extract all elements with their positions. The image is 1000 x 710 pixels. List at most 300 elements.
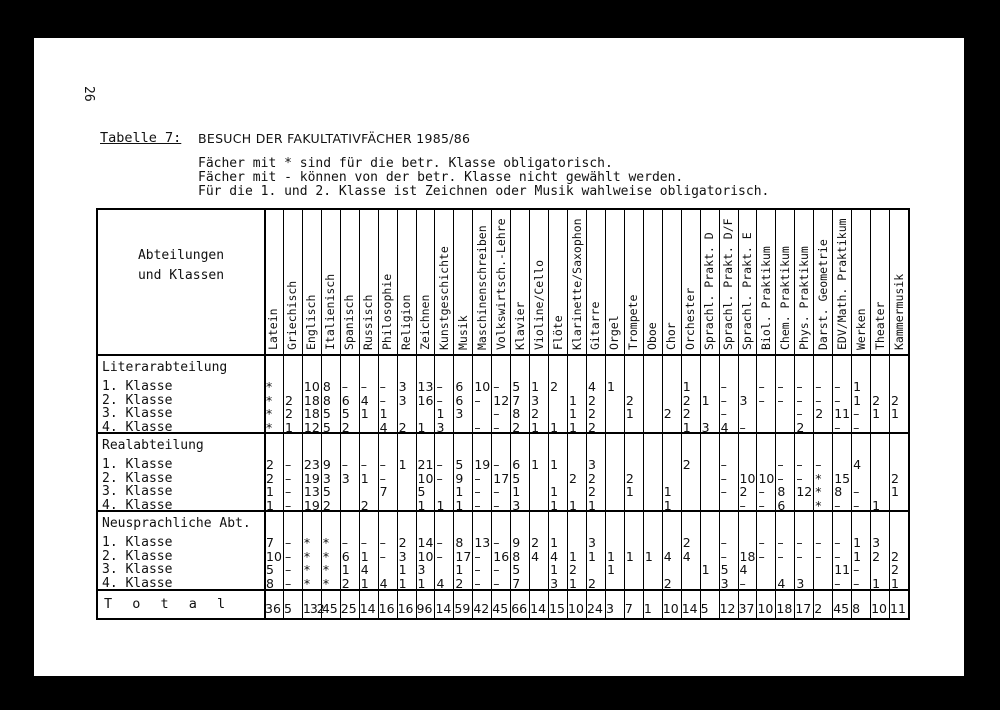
total-cell: 17 <box>795 601 812 616</box>
table-cell: * <box>815 498 822 514</box>
note-not-selectable: Fächer mit - können von der betr. Klasse nicht gewählt werden. <box>198 170 684 185</box>
table-cell: 3 <box>531 392 540 408</box>
column-header: Sprachl. Prakt. D/F <box>721 218 736 350</box>
table-cell: – <box>341 535 348 550</box>
table-cell: – <box>853 420 860 436</box>
table-cell: 5 <box>512 470 521 486</box>
table-cell: – <box>493 535 500 550</box>
column-divider <box>851 210 852 618</box>
table-cell: 2 <box>739 484 748 500</box>
table-cell: – <box>796 379 803 394</box>
note-drawing-music: Für die 1. und 2. Klasse ist Zeichnen oder Musik wahlweise obligatorisch. <box>198 184 770 199</box>
header-divider <box>98 354 908 356</box>
row-label: 4. Klasse <box>102 576 173 592</box>
table-cell: 2 <box>398 535 407 550</box>
table-cell: – <box>834 576 841 592</box>
total-cell: 2 <box>814 601 823 616</box>
table-cell: – <box>379 392 386 408</box>
table-cell: – <box>739 498 746 514</box>
table-cell: 3 <box>872 535 881 550</box>
table-cell: 1 <box>550 535 559 550</box>
table-cell: – <box>834 535 841 550</box>
column-divider <box>491 210 492 618</box>
table-cell: * <box>303 562 311 578</box>
table-cell: 10 <box>758 470 775 486</box>
table-cell: * <box>266 392 273 408</box>
table-cell: – <box>284 498 292 514</box>
column-divider <box>397 210 398 618</box>
table-cell: 13 <box>474 535 491 550</box>
table-cell: 10 <box>739 470 756 486</box>
table-cell: * <box>266 379 273 394</box>
table-cell: 1 <box>701 392 710 408</box>
table-cell: 1 <box>531 420 540 436</box>
table-cell: 1 <box>550 420 559 436</box>
table-cell: – <box>739 420 746 436</box>
total-cell: 10 <box>662 601 679 616</box>
table-cell: 1 <box>455 484 464 500</box>
table-cell: – <box>720 406 727 422</box>
table-cell: 5 <box>322 484 331 500</box>
column-header: Russisch <box>361 294 376 350</box>
table-cell: – <box>341 379 348 394</box>
table-cell: 2 <box>891 548 899 564</box>
table-cell: 9 <box>322 457 331 472</box>
table-cell: 18 <box>739 548 756 564</box>
table-cell: 17 <box>493 470 510 486</box>
table-cell: 1 <box>682 379 691 394</box>
table-cell: 1 <box>531 379 540 394</box>
table-cell: 1 <box>455 562 464 578</box>
column-header: Trompete <box>626 294 641 350</box>
table-cell: 19 <box>303 470 320 486</box>
table-cell: – <box>796 548 803 564</box>
table-cell: – <box>853 484 860 500</box>
column-divider <box>643 210 644 618</box>
table-cell: 1 <box>588 498 596 514</box>
table-cell: 1 <box>853 535 862 550</box>
table-cell: – <box>284 457 292 472</box>
column-divider <box>662 210 663 618</box>
table-cell: 8 <box>322 379 331 394</box>
table-cell: * <box>303 576 311 592</box>
total-cell: 12 <box>719 601 736 616</box>
table-cell: 4 <box>531 548 540 564</box>
table-cell: 4 <box>682 548 691 564</box>
table-cell: – <box>379 457 386 472</box>
table-cell: 5 <box>322 406 331 422</box>
column-divider <box>624 210 625 618</box>
table-cell: 2 <box>588 470 596 486</box>
total-cell: 10 <box>757 601 774 616</box>
table-cell: 5 <box>512 379 521 394</box>
total-cell: 66 <box>511 601 528 616</box>
table-cell: – <box>777 457 784 472</box>
column-header: Darst. Geometrie <box>815 239 830 350</box>
total-cell: 8 <box>852 601 861 616</box>
table-cell: 3 <box>436 420 445 436</box>
table-cell: – <box>834 379 841 394</box>
column-header: Philosophie <box>380 273 395 350</box>
total-cell: 45 <box>492 601 509 616</box>
table-caption-label: Tabelle 7: <box>100 130 182 146</box>
row-label: 4. Klasse <box>102 498 173 514</box>
table-cell: 3 <box>417 562 426 578</box>
column-divider <box>756 210 757 618</box>
table-cell: 1 <box>569 576 577 592</box>
table-cell: – <box>758 484 765 500</box>
column-header: Volkswirtsch.-Lehre <box>493 218 508 350</box>
table-cell: 5 <box>720 562 729 578</box>
table-cell: – <box>493 457 500 472</box>
column-header: Maschinenschreiben <box>474 225 489 350</box>
table-cell: – <box>758 379 765 394</box>
table-cell: – <box>777 379 784 394</box>
table-cell: 12 <box>796 484 813 500</box>
column-divider <box>378 210 379 618</box>
table-cell: 4 <box>379 420 388 436</box>
table-cell: * <box>322 562 330 578</box>
column-header: Violine/Cello <box>531 259 546 350</box>
table-cell: 1 <box>872 498 881 514</box>
table-cell: 1 <box>625 548 634 564</box>
table-cell: 3 <box>341 470 350 486</box>
table-cell: 2 <box>625 392 634 408</box>
table-cell: 1 <box>853 379 862 394</box>
total-cell: 14 <box>681 601 698 616</box>
section-title: Realabteilung <box>102 438 204 453</box>
table-cell: – <box>796 406 803 422</box>
table-cell: 3 <box>398 548 407 564</box>
table-cell: – <box>720 484 727 500</box>
table-cell: 16 <box>493 548 510 564</box>
table-cell: 1 <box>569 420 577 436</box>
column-divider <box>794 210 795 618</box>
table-cell: 1 <box>853 548 862 564</box>
table-cell: – <box>493 562 500 578</box>
table-cell: 4 <box>720 420 729 436</box>
table-cell: – <box>474 484 481 500</box>
column-header: Spanisch <box>342 294 357 350</box>
table-cell: * <box>322 535 330 550</box>
column-header: Religion <box>399 294 414 350</box>
total-cell: 16 <box>378 601 395 616</box>
table-cell: 1 <box>436 498 445 514</box>
table-cell: – <box>834 420 841 436</box>
table-cell: – <box>379 470 386 486</box>
page-number: 26 <box>81 86 96 102</box>
column-divider <box>283 210 284 618</box>
column-header: Zeichnen <box>418 294 432 350</box>
document-page <box>34 38 964 676</box>
table-cell: – <box>474 420 481 436</box>
table-cell: 2 <box>682 406 691 422</box>
table-cell: * <box>303 535 311 550</box>
table-cell: 1 <box>550 562 559 578</box>
table-cell: 4 <box>379 576 388 592</box>
table-cell: 6 <box>341 548 350 564</box>
table-cell: – <box>474 470 481 486</box>
table-cell: 2 <box>569 470 577 486</box>
table-cell: – <box>720 535 727 550</box>
table-cell: 15 <box>834 470 851 486</box>
table-cell: 1 <box>512 484 521 500</box>
table-cell: 3 <box>398 392 407 408</box>
table-cell: 10 <box>474 379 491 394</box>
table-cell: – <box>284 548 292 564</box>
table-cell: – <box>758 548 765 564</box>
table-cell: 2 <box>663 406 672 422</box>
table-cell: 2 <box>455 576 464 592</box>
table-cell: – <box>739 576 746 592</box>
table-cell: 1 <box>701 562 710 578</box>
total-cell: 45 <box>833 601 850 616</box>
table-cell: 2 <box>531 535 540 550</box>
column-header: Klavier <box>512 301 527 350</box>
table-cell: 2 <box>682 535 691 550</box>
table-cell: – <box>474 576 481 592</box>
table-cell: 5 <box>455 457 464 472</box>
table-cell: 2 <box>891 470 899 486</box>
table-cell: 4 <box>853 457 862 472</box>
row-label: 3. Klasse <box>102 484 173 500</box>
table-cell: – <box>360 379 367 394</box>
table-cell: 2 <box>872 548 881 564</box>
column-divider <box>586 210 587 618</box>
table-cell: – <box>436 457 443 472</box>
table-cell: – <box>796 470 803 486</box>
section-title: Literarabteilung <box>102 360 228 375</box>
table-cell: 9 <box>512 535 521 550</box>
column-header: Orchester <box>683 287 698 350</box>
column-divider <box>529 210 530 618</box>
table-cell: 4 <box>360 562 369 578</box>
table-cell: – <box>758 498 765 514</box>
column-divider <box>775 210 776 618</box>
table-cell: 1 <box>569 548 577 564</box>
row-label: 2. Klasse <box>102 548 173 564</box>
total-cell: 37 <box>738 601 755 616</box>
column-divider <box>434 210 435 618</box>
table-cell: 5 <box>341 406 350 422</box>
table-cell: 8 <box>777 484 786 500</box>
column-header: Orgel <box>607 315 622 350</box>
column-header: Englisch <box>304 294 319 350</box>
table-cell: 7 <box>512 392 521 408</box>
table-cell: – <box>379 548 386 564</box>
column-header: Gitarre <box>588 301 603 350</box>
total-cell: 14 <box>359 601 376 616</box>
table-cell: 1 <box>379 406 388 422</box>
total-cell: 15 <box>549 601 566 616</box>
table-cell: 8 <box>455 535 464 550</box>
table-cell: 6 <box>341 392 350 408</box>
table-cell: 13 <box>417 379 434 394</box>
total-cell: 14 <box>435 601 452 616</box>
table-cell: 2 <box>796 420 805 436</box>
table-cell: 1 <box>550 457 559 472</box>
table-cell: 2 <box>550 379 559 394</box>
column-divider <box>472 210 473 618</box>
table-cell: 2 <box>815 406 824 422</box>
table-cell: 1 <box>398 562 407 578</box>
column-header: Sprachl. Prakt. E <box>740 232 754 350</box>
total-cell: 5 <box>700 601 709 616</box>
table-cell: 1 <box>569 498 577 514</box>
table-cell: 6 <box>455 392 464 408</box>
table-cell: – <box>284 484 292 500</box>
table-cell: 4 <box>739 562 748 578</box>
table-cell: 8 <box>322 392 331 408</box>
table-cell: 3 <box>512 498 521 514</box>
table-cell: 17 <box>455 548 472 564</box>
table-cell: * <box>266 406 273 422</box>
table-cell: – <box>720 392 727 408</box>
table-cell: – <box>720 379 727 394</box>
table-cell: 2 <box>891 562 899 578</box>
table-cell: 8 <box>512 406 521 422</box>
table-cell: 3 <box>398 379 407 394</box>
table-cell: 1 <box>853 392 862 408</box>
table-cell: – <box>853 498 860 514</box>
table-cell: 3 <box>720 576 729 592</box>
table-cell: 18 <box>303 406 320 422</box>
table-cell: 1 <box>360 548 369 564</box>
table-cell: – <box>777 470 784 486</box>
table-cell: 11 <box>834 562 851 578</box>
table-cell: 2 <box>588 406 596 422</box>
total-cell: 11 <box>890 601 906 616</box>
table-cell: – <box>853 406 860 422</box>
table-cell: – <box>834 498 841 514</box>
column-header: Theater <box>872 301 887 350</box>
table-cell: 2 <box>360 498 369 514</box>
table-cell: 1 <box>284 420 293 436</box>
table-cell: 2 <box>266 457 274 472</box>
table-cell: 1 <box>663 498 672 514</box>
table-cell: 1 <box>569 392 577 408</box>
column-divider <box>738 210 739 618</box>
column-divider <box>681 210 682 618</box>
total-label: T o t a l <box>104 596 232 612</box>
table-cell: 5 <box>512 562 521 578</box>
table-cell: – <box>720 548 727 564</box>
column-divider <box>719 210 720 618</box>
column-header: Latein <box>266 308 281 350</box>
column-divider <box>700 210 701 618</box>
table-cell: 2 <box>625 470 634 486</box>
table-cell: 1 <box>663 484 672 500</box>
table-cell: 3 <box>455 406 464 422</box>
table-cell: 10 <box>266 548 282 564</box>
table-cell: 8 <box>512 548 521 564</box>
table-cell: – <box>436 470 443 486</box>
total-cell: 7 <box>624 601 633 616</box>
row-label: 1. Klasse <box>102 379 173 394</box>
table-cell: 19 <box>474 457 491 472</box>
table-cell: – <box>493 498 500 514</box>
total-cell: 59 <box>454 601 471 616</box>
table-cell: 2 <box>284 406 293 422</box>
table-cell: 19 <box>303 498 320 514</box>
table-cell: 5 <box>322 420 331 436</box>
header-left-line1: Abteilungen <box>137 248 225 263</box>
table-cell: 7 <box>512 576 521 592</box>
row-label: 1. Klasse <box>102 535 173 550</box>
table-cell: 2 <box>266 470 274 486</box>
attendance-table <box>96 208 910 620</box>
row-label: 4. Klasse <box>102 420 173 436</box>
table-cell: 2 <box>341 576 350 592</box>
table-cell: 6 <box>777 498 786 514</box>
table-cell: 4 <box>360 392 369 408</box>
table-cell: 1 <box>550 498 559 514</box>
table-cell: 9 <box>455 470 464 486</box>
total-cell: 1 <box>643 601 652 616</box>
table-cell: – <box>796 535 803 550</box>
total-cell: 18 <box>776 601 793 616</box>
column-divider <box>359 210 360 618</box>
table-cell: – <box>493 576 500 592</box>
table-cell: – <box>360 535 367 550</box>
table-cell: 2 <box>891 392 899 408</box>
table-cell: 12 <box>493 392 510 408</box>
table-cell: * <box>815 470 822 486</box>
table-cell: 16 <box>417 392 434 408</box>
row-label: 3. Klasse <box>102 406 173 422</box>
table-cell: 2 <box>531 406 540 422</box>
column-divider <box>832 210 833 618</box>
table-cell: – <box>436 548 443 564</box>
table-cell: * <box>322 576 330 592</box>
table-cell: 2 <box>588 484 596 500</box>
table-cell: 5 <box>417 484 426 500</box>
table-cell: – <box>284 576 292 592</box>
row-label: 2. Klasse <box>102 392 173 408</box>
table-cell: – <box>493 379 500 394</box>
total-cell: 42 <box>473 601 490 616</box>
table-cell: – <box>436 535 443 550</box>
column-header: Griechisch <box>285 280 300 350</box>
total-cell: 45 <box>321 601 338 616</box>
table-cell: 12 <box>303 420 320 436</box>
table-cell: 7 <box>379 484 388 500</box>
table-cell: 3 <box>550 576 559 592</box>
table-cell: – <box>720 470 727 486</box>
table-cell: – <box>777 392 784 408</box>
table-cell: 8 <box>834 484 843 500</box>
table-cell: 2 <box>284 392 293 408</box>
table-cell: 3 <box>796 576 805 592</box>
table-cell: 2 <box>322 498 331 514</box>
table-cell: 3 <box>588 457 596 472</box>
table-cell: 2 <box>512 420 521 436</box>
column-divider <box>567 210 568 618</box>
table-cell: 10 <box>417 548 434 564</box>
table-cell: – <box>474 498 481 514</box>
column-divider <box>453 210 454 618</box>
column-divider <box>416 210 417 618</box>
column-header: Kunstgeschichte <box>436 246 451 350</box>
table-cell: 14 <box>417 535 434 550</box>
total-cell: 14 <box>530 601 547 616</box>
table-cell: – <box>777 548 784 564</box>
table-cell: – <box>284 470 292 486</box>
table-cell: 2 <box>663 576 672 592</box>
table-cell: 3 <box>701 420 710 436</box>
table-cell: 1 <box>417 498 426 514</box>
table-cell: * <box>303 548 311 564</box>
